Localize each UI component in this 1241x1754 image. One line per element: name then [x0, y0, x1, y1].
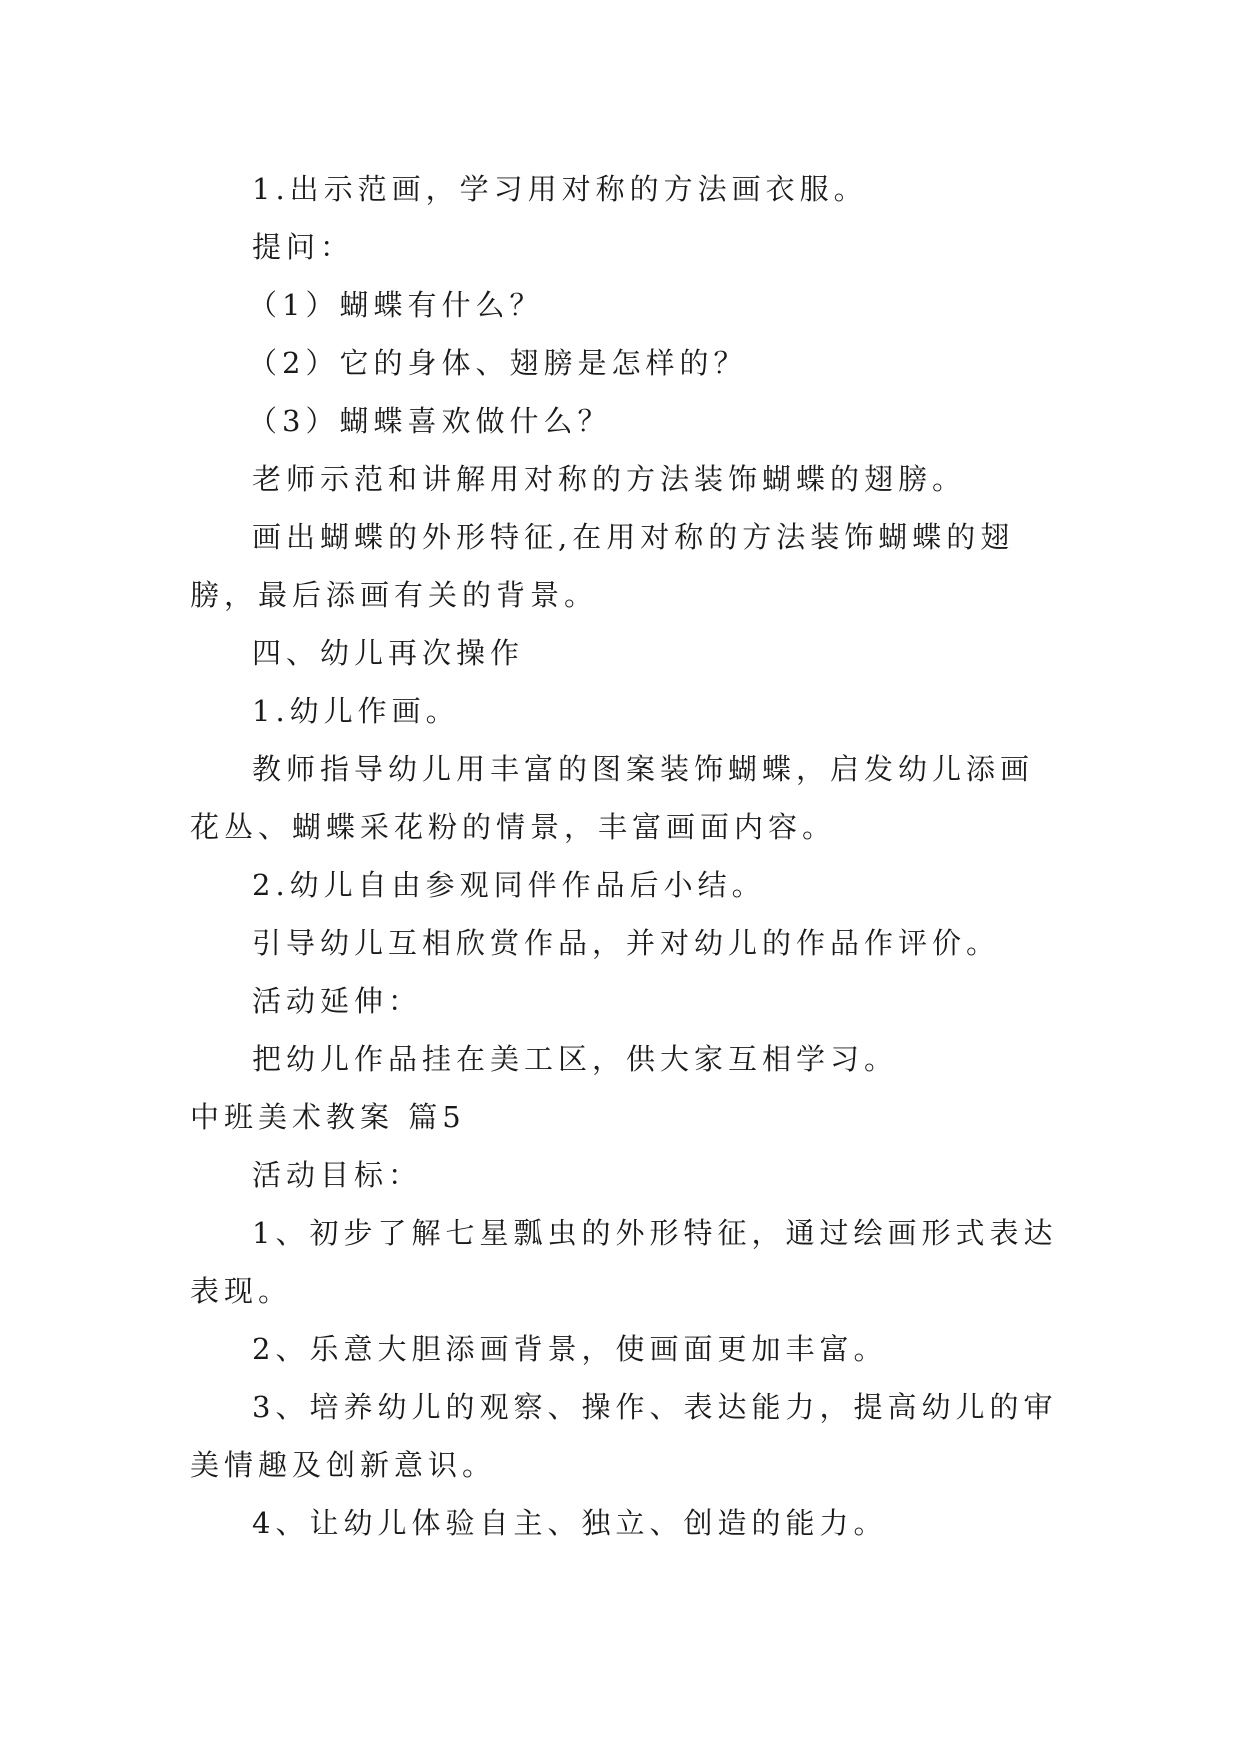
question-1: （1）蝴蝶有什么？ — [248, 288, 544, 322]
section-heading-step-4: 四、幼儿再次操作 — [252, 636, 525, 670]
step-peer-review: 2.幼儿自由参观同伴作品后小结。 — [252, 868, 766, 902]
step-children-draw: 1.幼儿作画。 — [252, 694, 460, 728]
step-show-sample-drawing: 1.出示范画，学习用对称的方法画衣服。 — [252, 172, 868, 206]
teacher-guidance-paragraph: 教师指导幼儿用丰富的图案装饰蝴蝶，启发幼儿添画花丛、蝴蝶采花粉的情景，丰富画面内容。 — [190, 752, 1035, 844]
goal-3: 3、培养幼儿的观察、操作、表达能力，提高幼儿的审美情趣及创新意识。 — [190, 1390, 1058, 1482]
drawing-instruction-paragraph: 画出蝴蝶的外形特征,在用对称的方法装饰蝴蝶的翅膀，最后添画有关的背景。 — [190, 520, 1015, 612]
extension-paragraph: 把幼儿作品挂在美工区，供大家互相学习。 — [252, 1042, 899, 1076]
question-3: （3）蝴蝶喜欢做什么？ — [248, 404, 612, 438]
question-2: （2）它的身体、翅膀是怎样的？ — [248, 346, 748, 380]
lesson-title: 中班美术教案 篇5 — [190, 1100, 466, 1134]
goal-4: 4、让幼儿体验自主、独立、创造的能力。 — [252, 1506, 888, 1540]
evaluation-paragraph: 引导幼儿互相欣赏作品，并对幼儿的作品作评价。 — [252, 926, 1001, 960]
goals-label: 活动目标： — [252, 1158, 423, 1192]
goal-1: 1、初步了解七星瓢虫的外形特征，通过绘画形式表达表现。 — [190, 1216, 1058, 1308]
teacher-demo-paragraph: 老师示范和讲解用对称的方法装饰蝴蝶的翅膀。 — [252, 462, 967, 496]
questions-label: 提问： — [252, 230, 355, 264]
extension-label: 活动延伸： — [252, 984, 423, 1018]
goal-2: 2、乐意大胆添画背景，使画面更加丰富。 — [252, 1332, 888, 1366]
document-body — [190, 160, 1060, 1552]
